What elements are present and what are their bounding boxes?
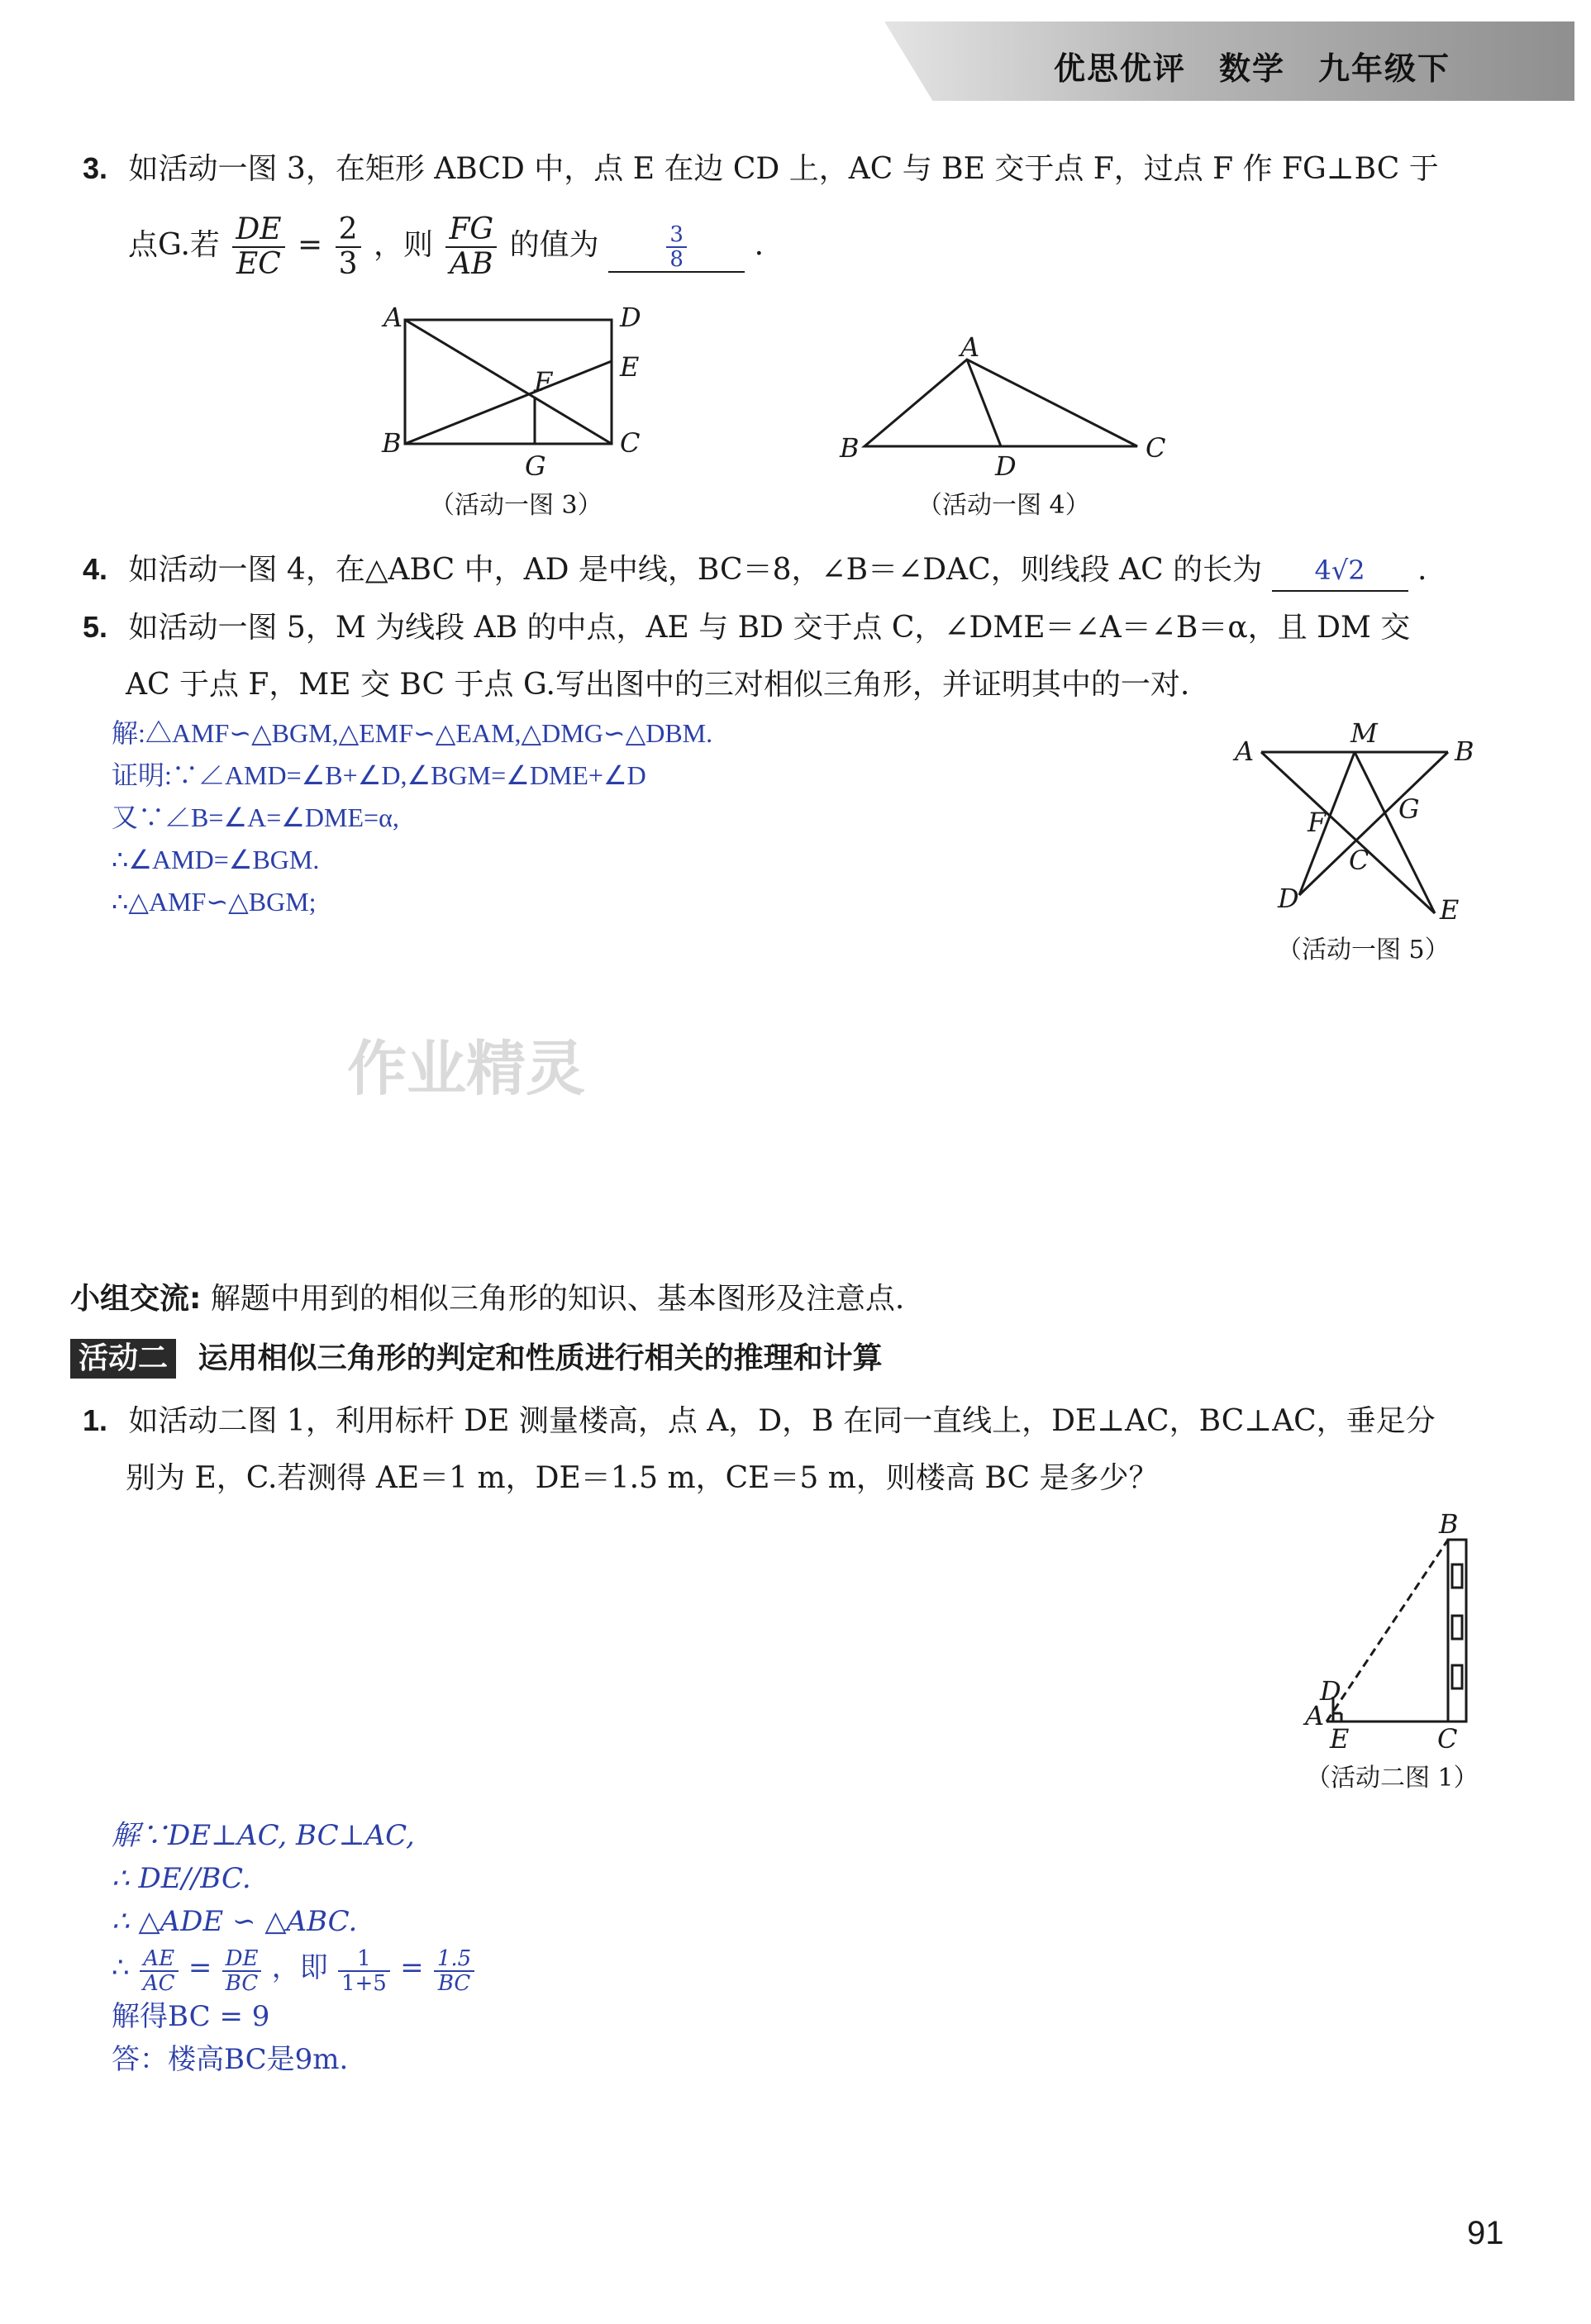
a2q1-sol4-prefix: ∴ — [112, 1951, 130, 1984]
line-adb — [1327, 1540, 1448, 1722]
label-c: C — [1437, 1723, 1458, 1755]
label-f: F — [534, 366, 553, 398]
a2q1-f4-num: 1.5 — [434, 1947, 474, 1972]
label-b: B — [382, 427, 402, 459]
q3-frac2-den: 3 — [338, 247, 358, 281]
label-b: B — [1439, 1508, 1459, 1540]
a2q1-f2-num: DE — [222, 1947, 262, 1972]
group-discussion — [70, 1279, 904, 1319]
a2q1-text1: 如活动二图 1，利用标杆 DE 测量楼高，点 A，D，B 在同一直线上，DE⊥AC，BC⊥AC，垂足分 — [128, 1404, 1436, 1438]
label-f: F — [1308, 807, 1327, 838]
q5-solution-line-5: ∴△AMF∽△BGM; — [112, 887, 317, 917]
q3-number: 3. — [83, 151, 108, 185]
q3-frac3-den: AB — [450, 247, 493, 281]
label-b: B — [1455, 736, 1474, 767]
q3-line1 — [83, 149, 1439, 189]
line-ad — [967, 360, 1001, 446]
label-g: G — [525, 450, 546, 482]
a2q1-f4-den: BC — [437, 1971, 471, 1996]
q3-suffix: 的值为 — [509, 228, 599, 262]
figure-4 — [835, 335, 1182, 483]
q3-answer-blank — [608, 223, 745, 273]
a2q1-frac-1-6 — [338, 1947, 390, 1995]
line-ac — [405, 320, 612, 444]
group-text: 解题中用到的相似三角形的知识、基本图形及注意点. — [210, 1282, 905, 1316]
a2q1-f1-num: AE — [140, 1947, 179, 1972]
q3-eq: = — [297, 228, 323, 262]
watermark: 作业精灵 — [347, 1034, 586, 1103]
label-e: E — [1440, 894, 1460, 926]
label-d: D — [995, 450, 1017, 482]
label-d: D — [1320, 1675, 1341, 1707]
label-d: D — [620, 302, 641, 333]
q3-prefix: 点G.若 — [128, 228, 220, 262]
activity2-tag: 活动二 — [70, 1339, 176, 1379]
label-m: M — [1350, 719, 1378, 749]
a2q1-sol-line-1: 解∵DE⊥AC, BC⊥AC, — [112, 1819, 415, 1852]
q3-frac1-num: DE — [232, 213, 284, 248]
q3-text: 如活动一图 3，在矩形 ABCD 中，点 E 在边 CD 上，AC 与 BE 交于点 F，过点 F 作 FG⊥BC 于 — [128, 152, 1439, 186]
q3-frac3-num: FG — [445, 213, 497, 248]
q4-line — [83, 550, 1427, 592]
q5-text1: 如活动一图 5，M 为线段 AB 的中点，AE 与 BD 交于点 C，∠DME＝∠A＝∠B＝α，且 DM 交 — [128, 611, 1411, 645]
label-e: E — [1330, 1723, 1350, 1755]
figure-3 — [372, 302, 661, 492]
a2q1-sol-line-4 — [112, 1943, 478, 1995]
label-e: E — [620, 351, 640, 383]
a2q1-line2: 别为 E，C.若测得 AE＝1 m，DE＝1.5 m，CE＝5 m，则楼高 BC 是多少？ — [126, 1461, 1159, 1495]
q5-solution-line-1: 解:△AMF∽△BGM,△EMF∽△EAM,△DMG∽△DBM. — [112, 718, 713, 748]
label-c: C — [620, 427, 641, 459]
a2q1-solution — [112, 1814, 478, 2081]
label-d: D — [1278, 883, 1299, 914]
activity2-title: 运用相似三角形的判定和性质进行相关的推理和计算 — [198, 1341, 883, 1375]
group-label: 小组交流: — [70, 1282, 202, 1316]
building-window-3 — [1452, 1665, 1462, 1688]
label-a: A — [1235, 736, 1255, 767]
triangle-abc — [865, 360, 1137, 446]
a2q1-sol-line-6: 答：楼高BC是9m. — [112, 2043, 349, 2076]
a2q1-f3-den: 1+5 — [341, 1971, 387, 1996]
a2q1-line1 — [83, 1401, 1436, 1441]
figure-3-caption: （活动一图 3） — [430, 491, 603, 520]
figure-5 — [1231, 719, 1496, 934]
a2q1-sol4-mid: ，即 — [271, 1951, 328, 1984]
q3-frac1-den: EC — [236, 247, 281, 281]
label-a: A — [1305, 1700, 1325, 1731]
q4-end: . — [1417, 553, 1427, 587]
label-a: A — [960, 335, 980, 363]
a2q1-sol4-eq1: = — [188, 1951, 212, 1984]
building-window-2 — [1452, 1616, 1462, 1639]
q3-answer-num: 3 — [666, 223, 687, 248]
q5-solution-line-4: ∴∠AMD=∠BGM. — [112, 845, 320, 874]
q3-frac-2-3 — [336, 213, 361, 281]
q3-end: . — [754, 228, 765, 262]
q5-number: 5. — [83, 610, 108, 644]
q3-answer — [666, 223, 687, 271]
q3-frac-fg-ab — [445, 213, 497, 281]
q4-text: 如活动一图 4，在△ABC 中，AD 是中线，BC＝8，∠B＝∠DAC，则线段 AC 的长为 — [128, 553, 1263, 587]
a2q1-f2-den: BC — [225, 1971, 259, 1996]
a2q1-f3-num: 1 — [338, 1947, 390, 1972]
q3-answer-den: 8 — [669, 247, 684, 272]
page-number: 91 — [1467, 2215, 1504, 2251]
a2q1-frac-15-bc — [434, 1947, 474, 1995]
q3-line2 — [128, 213, 764, 281]
q5-line2: AC 于点 F，ME 交 BC 于点 G.写出图中的三对相似三角形，并证明其中的一对. — [126, 668, 1190, 702]
figure-5-caption: （活动一图 5） — [1277, 936, 1450, 964]
q3-frac-de-ec — [232, 213, 284, 281]
a2q1-sol4-eq2: = — [400, 1951, 424, 1984]
a2q1-sol-line-3: ∴ △ADE ∽ △ABC. — [112, 1905, 358, 1938]
building-bc — [1448, 1540, 1466, 1722]
figure-4-caption: （活动一图 4） — [917, 491, 1090, 520]
q4-number: 4. — [83, 552, 108, 586]
a2q1-f1-den: AC — [142, 1971, 175, 1996]
figure-a2-1-caption: （活动二图 1） — [1306, 1764, 1479, 1793]
q5-solution — [112, 712, 712, 923]
q4-answer: 4√2 — [1272, 550, 1408, 592]
q5-solution-line-2: 证明:∵∠AMD=∠B+∠D,∠BGM=∠DME+∠D — [112, 760, 646, 790]
label-c: C — [1349, 845, 1369, 876]
figure-a2-1 — [1293, 1508, 1496, 1756]
q5-solution-line-3: 又∵∠B=∠A=∠DME=α, — [112, 802, 399, 832]
a2q1-number: 1. — [83, 1403, 108, 1437]
label-b: B — [840, 432, 860, 464]
label-a: A — [383, 302, 403, 333]
q3-frac2-num: 2 — [336, 213, 361, 248]
header-title: 优思优评 数学 九年级下 — [1053, 50, 1450, 87]
q3-mid: ，则 — [373, 228, 433, 262]
a2q1-sol-line-5: 解得BC = 9 — [112, 2000, 270, 2033]
a2q1-frac-de-bc — [222, 1947, 262, 1995]
label-c: C — [1146, 432, 1166, 464]
a2q1-frac-ae-ac — [140, 1947, 179, 1995]
building-window-1 — [1452, 1564, 1462, 1588]
line-be — [405, 361, 612, 444]
label-g: G — [1398, 793, 1420, 825]
activity2-heading — [70, 1339, 883, 1379]
a2q1-sol-line-2: ∴ DE//BC. — [112, 1862, 251, 1895]
q5-line1 — [83, 607, 1410, 648]
